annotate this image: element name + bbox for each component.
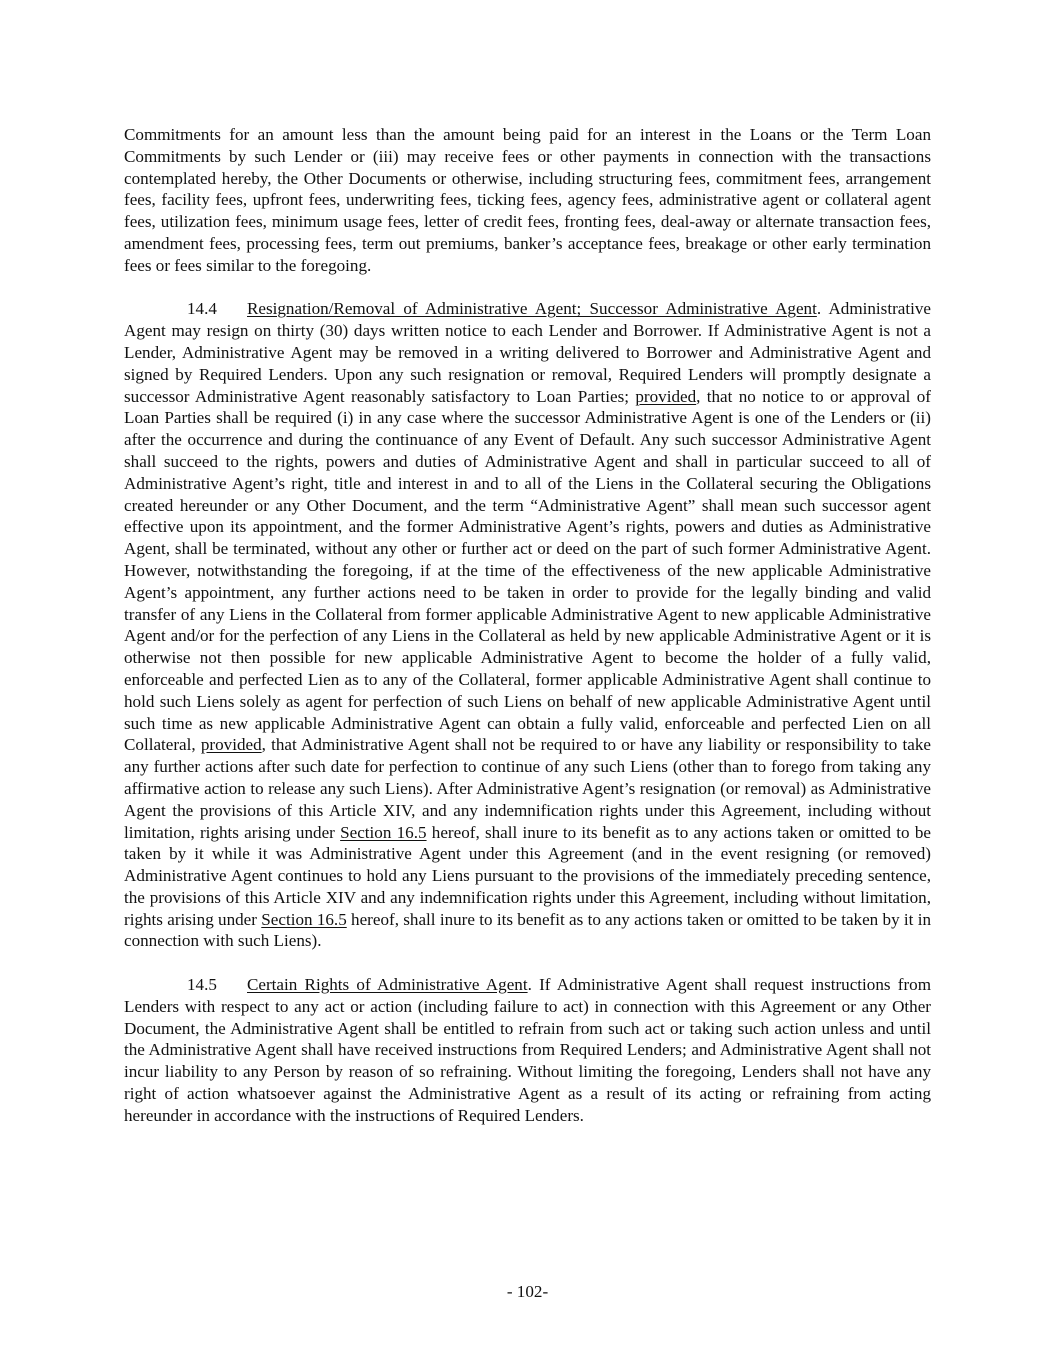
section-heading: Certain Rights of Administrative Agent bbox=[247, 975, 528, 995]
section-heading: Resignation/Removal of Administrative Agent; Successor Administrative Agent bbox=[247, 299, 817, 319]
section-text: If Administrative Agent shall request instructions from Lenders with respect to any act or action (including failure to act) in connection with this Agreement or any Other Document, the Administrative Agent shall be entitled to refrain from such act or taking such action unless and until the Administrative Agent shall have received instructions from Required Lenders; and Administrative Agent shall not incur liability to any Person by reason of so refraining. Without limiting the foregoing, Lenders shall not have any right of action whatsoever against the Administrative Agent as a result of its acting or refraining from acting hereunder in accordance with the instructions of Required Lenders. bbox=[124, 975, 932, 1125]
section-text: hereof, shall inure to its benefit as to any actions taken or omitted to be taken by it in connection with such Liens). bbox=[124, 909, 931, 951]
section-14-5 bbox=[124, 974, 931, 1127]
section-cross-reference: Section 16.5 bbox=[340, 822, 427, 842]
section-text: , that Administrative Agent shall not be required to or have any liability or responsibility to take any further actions after such date for perfection to continue of any such Liens (other than to forego from taking any affirmative action to release any such Liens). After Administrative Agent’s resignation (or removal) as Administrative Agent the provisions of this Article XIV, and any indemnification rights under this Agreement, including without limitation, rights arising under bbox=[124, 735, 931, 842]
section-text: , that no notice to or approval of Loan Parties shall be required (i) in any case where the successor Administrative Agent is one of the Lenders or (ii) after the occurrence and during the continuance of any Event of Default. Any such successor Administrative Agent shall succeed to the rights, powers and duties of Administrative Agent and shall in particular succeed to all of Administrative Agent’s right, title and interest in and to all of the Liens in the Collateral securing the Obligations created hereunder or any Other Document, and the term “Administrative Agent” shall mean such successor agent effective upon its appointment, and the former Administrative Agent’s rights, powers and duties as Administrative Agent, shall be terminated, without any other or further act or deed on the part of such former Administrative Agent. However, notwithstanding the foregoing, if at the time of the effectiveness of the new applicable Administrative Agent’s appointment, any further actions need to be taken in order to provide for the legally binding and valid transfer of any Liens in the Collateral from former applicable Administrative Agent to new applicable Administrative Agent and/or for the perfection of any Liens in the Collateral as held by new applicable Administrative Agent or it is otherwise not then possible for new applicable Administrative Agent to become the holder of a fully valid, enforceable and perfected Lien as to any of the Collateral, former applicable Administrative Agent shall continue to hold such Liens solely as agent for perfection of such Liens on behalf of new applicable Administrative Agent until such time as new applicable Administrative Agent can obtain a fully valid, enforceable and perfected Lien on all Collateral, bbox=[124, 386, 931, 755]
section-number: 14.5 bbox=[187, 975, 217, 995]
section-heading-end: . bbox=[816, 299, 822, 319]
section-heading-end: . bbox=[527, 975, 532, 995]
provided-term: provided bbox=[635, 386, 697, 406]
section-number: 14.4 bbox=[187, 299, 217, 319]
section-text: Administrative Agent may resign on thirty (30) days written notice to each Lender and Borrower. If Administrative Agent is not a Lender, Administrative Agent may be removed in a writing delivered to Borrower and Administrative Agent and signed by Required Lenders. Upon any such resignation or removal, Required Lenders will promptly designate a successor Administrative Agent reasonably satisfactory to Loan Parties; bbox=[124, 299, 931, 406]
document-page bbox=[124, 124, 931, 1127]
page-number: - 102- bbox=[506, 1282, 549, 1301]
section-14-4 bbox=[124, 298, 931, 952]
provided-term: provided bbox=[200, 735, 262, 755]
section-cross-reference: Section 16.5 bbox=[261, 909, 347, 929]
section-text: hereof, shall inure to its benefit as to any actions taken or omitted to be taken by it while it was Administrative Agent under this Agreement (and in the event resigning (or removed) Administrative Agent continues to hold any Liens pursuant to the provisions of the immediately preceding sentence, the provisions of this Article XIV and any indemnification rights under this Agreement, including without limitation, rights arising under bbox=[124, 822, 931, 929]
paragraph-continuation: Commitments for an amount less than the amount being paid for an interest in the Loans or the Term Loan Commitments by such Lender or (iii) may receive fees or other payments in connection with the transactions contemplated hereby, the Other Documents or otherwise, including structuring fees, commitment fees, arrangement fees, facility fees, upfront fees, underwriting fees, ticking fees, agency fees, administrative agent or collateral agent fees, utilization fees, minimum usage fees, letter of credit fees, fronting fees, deal-away or alternate transaction fees, amendment fees, processing fees, term out premiums, banker’s acceptance fees, breakage or other early termination fees or fees similar to the foregoing. bbox=[124, 125, 931, 275]
